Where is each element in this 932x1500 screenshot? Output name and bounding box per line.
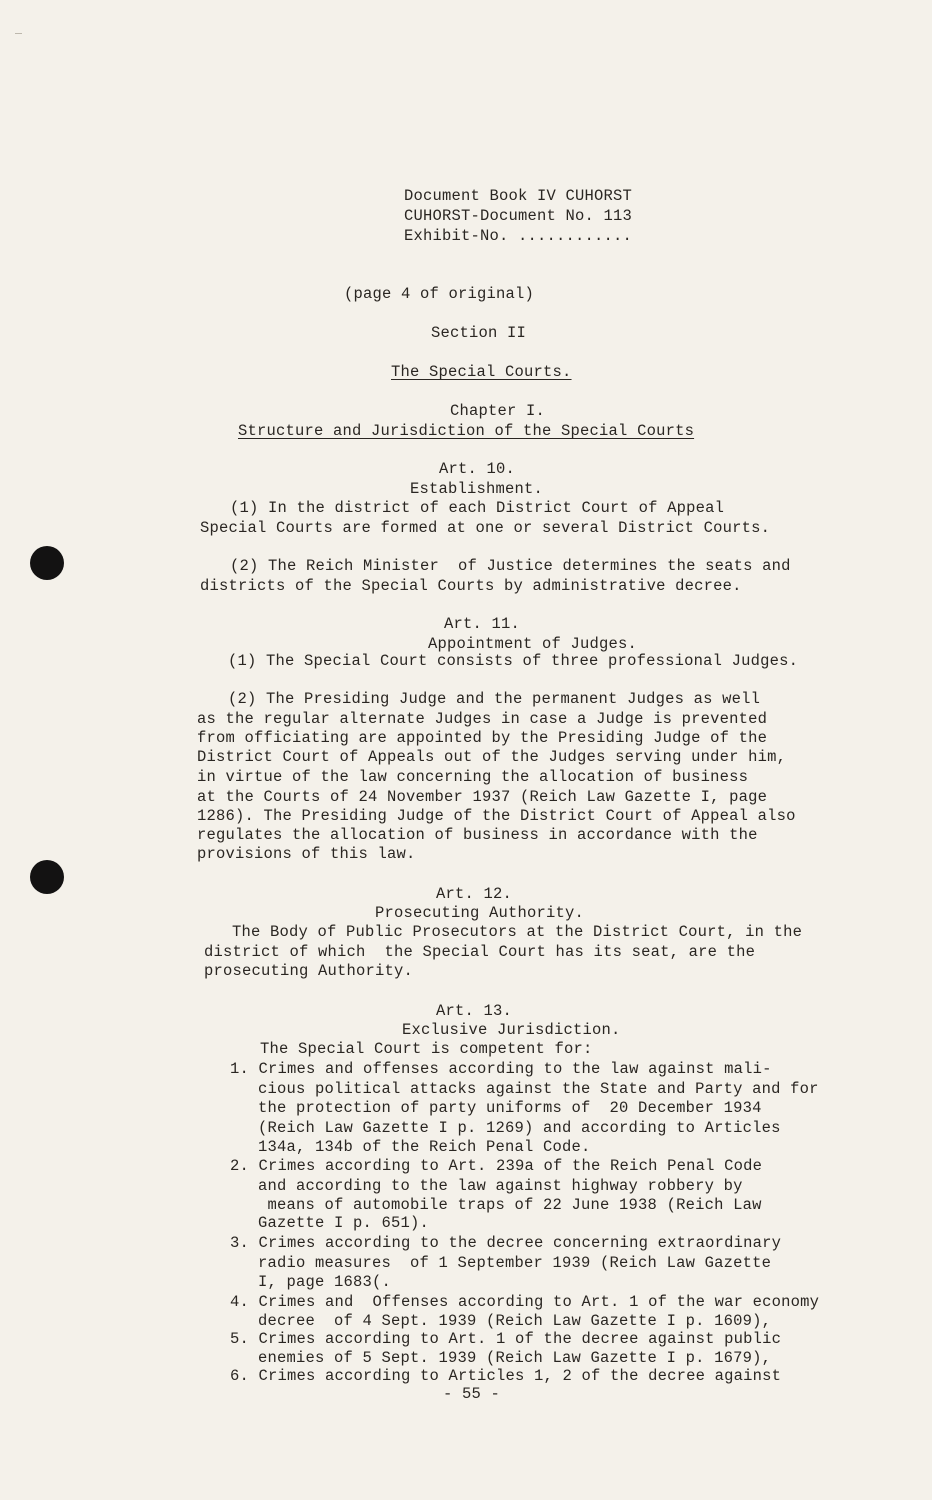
punch-hole: [30, 546, 64, 580]
body-line: regulates the allocation of business in accordance with the: [197, 826, 758, 844]
page-number: - 55 -: [443, 1385, 501, 1403]
body-line: decree of 4 Sept. 1939 (Reich Law Gazette I p. 1609),: [258, 1312, 772, 1330]
page-reference: (page 4 of original): [344, 285, 535, 303]
section-title: The Special Courts.: [391, 363, 572, 381]
article-title: Prosecuting Authority.: [375, 904, 585, 922]
list-item: 2. Crimes according to Art. 239a of the Reich Penal Code: [230, 1157, 763, 1175]
body-line: means of automobile traps of 22 June 1938 (Reich Law: [258, 1196, 762, 1214]
body-line: at the Courts of 24 November 1937 (Reich Law Gazette I, page: [197, 788, 768, 806]
body-line: radio measures of 1 September 1939 (Reich Law Gazette: [258, 1254, 772, 1272]
corner-mark: [15, 33, 22, 34]
body-line: district of which the Special Court has its seat, are the: [204, 943, 756, 961]
body-line: (1) The Special Court consists of three professional Judges.: [228, 652, 799, 670]
list-item: 5. Crimes according to Art. 1 of the decree against public: [230, 1330, 782, 1348]
header-line: Document Book IV CUHORST: [404, 187, 633, 205]
body-line: I, page 1683(.: [258, 1273, 392, 1291]
body-line: as the regular alternate Judges in case a Judge is prevented: [197, 710, 768, 728]
body-line: (1) In the district of each District Court of Appeal: [230, 499, 725, 517]
body-line: 134a, 134b of the Reich Penal Code.: [258, 1138, 591, 1156]
body-line: provisions of this law.: [197, 845, 416, 863]
body-line: cious political attacks against the State and Party and for: [258, 1080, 819, 1098]
list-item: 6. Crimes according to Articles 1, 2 of the decree against: [230, 1367, 782, 1385]
header-line: Exhibit-No. ............: [404, 227, 633, 245]
body-line: from officiating are appointed by the Presiding Judge of the: [197, 729, 768, 747]
article-title: Exclusive Jurisdiction.: [402, 1021, 621, 1039]
header-line: CUHORST-Document No. 113: [404, 207, 633, 225]
punch-hole: [30, 860, 64, 894]
body-line: in virtue of the law concerning the allocation of business: [197, 768, 749, 786]
body-line: (2) The Reich Minister of Justice determines the seats and: [230, 557, 791, 575]
body-line: districts of the Special Courts by administrative decree.: [200, 577, 742, 595]
article-number: Art. 12.: [436, 885, 513, 903]
section-heading: Section II: [431, 324, 527, 342]
body-line: enemies of 5 Sept. 1939 (Reich Law Gazette I p. 1679),: [258, 1349, 772, 1367]
article-number: Art. 10.: [439, 460, 516, 478]
body-line: Special Courts are formed at one or several District Courts.: [200, 519, 771, 537]
body-line: District Court of Appeals out of the Judges serving under him,: [197, 748, 787, 766]
body-line: The Body of Public Prosecutors at the District Court, in the: [232, 923, 803, 941]
list-item: 1. Crimes and offenses according to the law against mali-: [230, 1060, 772, 1078]
article-title: Appointment of Judges.: [428, 635, 638, 653]
body-line: and according to the law against highway robbery by: [258, 1177, 743, 1195]
article-number: Art. 11.: [444, 615, 521, 633]
chapter-title: Structure and Jurisdiction of the Special Courts: [238, 422, 695, 440]
body-line: the protection of party uniforms of 20 December 1934: [258, 1099, 762, 1117]
body-line: (2) The Presiding Judge and the permanent Judges as well: [228, 690, 761, 708]
list-item: 4. Crimes and Offenses according to Art. 1 of the war economy: [230, 1293, 820, 1311]
article-number: Art. 13.: [436, 1002, 513, 1020]
body-line: prosecuting Authority.: [204, 962, 414, 980]
body-line: (Reich Law Gazette I p. 1269) and according to Articles: [258, 1119, 781, 1137]
chapter-heading: Chapter I.: [450, 402, 546, 420]
article-title: Establishment.: [410, 480, 544, 498]
list-item: 3. Crimes according to the decree concerning extraordinary: [230, 1234, 782, 1252]
body-line: The Special Court is competent for:: [260, 1040, 593, 1058]
body-line: 1286). The Presiding Judge of the District Court of Appeal also: [197, 807, 796, 825]
body-line: Gazette I p. 651).: [258, 1214, 430, 1232]
